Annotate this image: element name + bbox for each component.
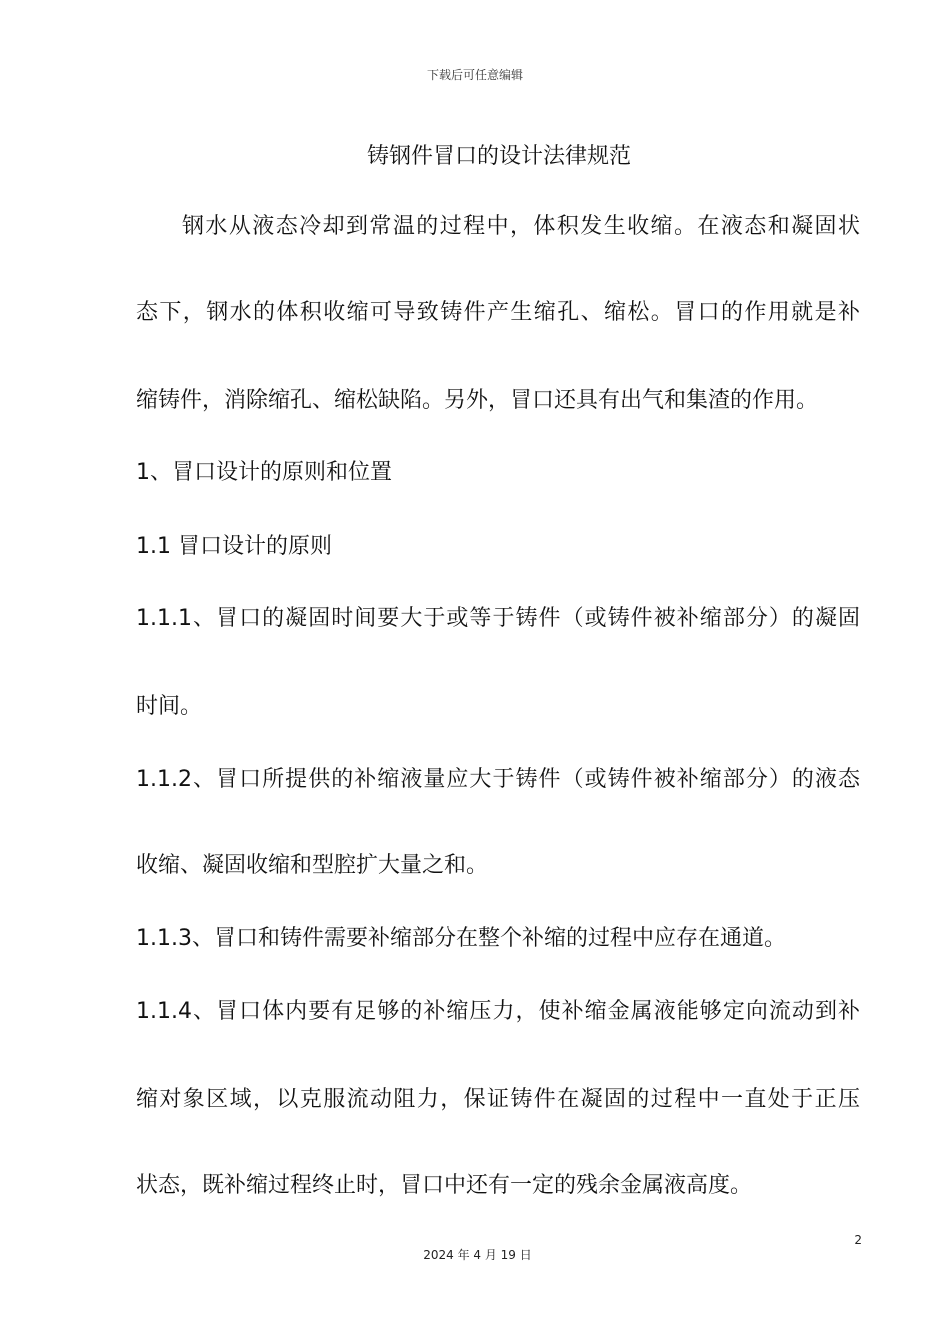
section-heading-1: 1、冒口设计的原则和位置 — [136, 460, 392, 485]
item-1-1-4-line-2: 缩对象区域，以克服流动阻力，保证铸件在凝固的过程中一直处于正压 — [136, 1087, 860, 1112]
section-heading-1-1: 1.1 冒口设计的原则 — [136, 534, 332, 559]
item-1-1-2-line-1: 1.1.2、冒口所提供的补缩液量应大于铸件（或铸件被补缩部分）的液态 — [136, 767, 860, 792]
footer-date: 2024 年 4 月 19 日 — [423, 1248, 532, 1262]
item-1-1-1-line-1: 1.1.1、冒口的凝固时间要大于或等于铸件（或铸件被补缩部分）的凝固 — [136, 606, 860, 631]
item-1-1-1-line-2: 时间。 — [136, 694, 203, 719]
item-1-1-4-line-3: 状态，既补缩过程终止时，冒口中还有一定的残余金属液高度。 — [136, 1173, 753, 1198]
paragraph-1-line-2: 态下，钢水的体积收缩可导致铸件产生缩孔、缩松。冒口的作用就是补 — [136, 300, 860, 325]
document-title: 铸钢件冒口的设计法律规范 — [366, 144, 631, 169]
paragraph-1-line-3: 缩铸件，消除缩孔、缩松缺陷。另外，冒口还具有出气和集渣的作用。 — [136, 388, 819, 413]
page-header: 下载后可任意编辑 — [426, 68, 523, 82]
item-1-1-3: 1.1.3、冒口和铸件需要补缩部分在整个补缩的过程中应存在通道。 — [136, 926, 786, 951]
item-1-1-2-line-2: 收缩、凝固收缩和型腔扩大量之和。 — [136, 853, 489, 878]
paragraph-1-line-1: 钢水从液态冷却到常温的过程中，体积发生收缩。在液态和凝固状 — [182, 214, 860, 239]
page-number: 2 — [854, 1233, 862, 1247]
item-1-1-4-line-1: 1.1.4、冒口体内要有足够的补缩压力，使补缩金属液能够定向流动到补 — [136, 999, 860, 1024]
